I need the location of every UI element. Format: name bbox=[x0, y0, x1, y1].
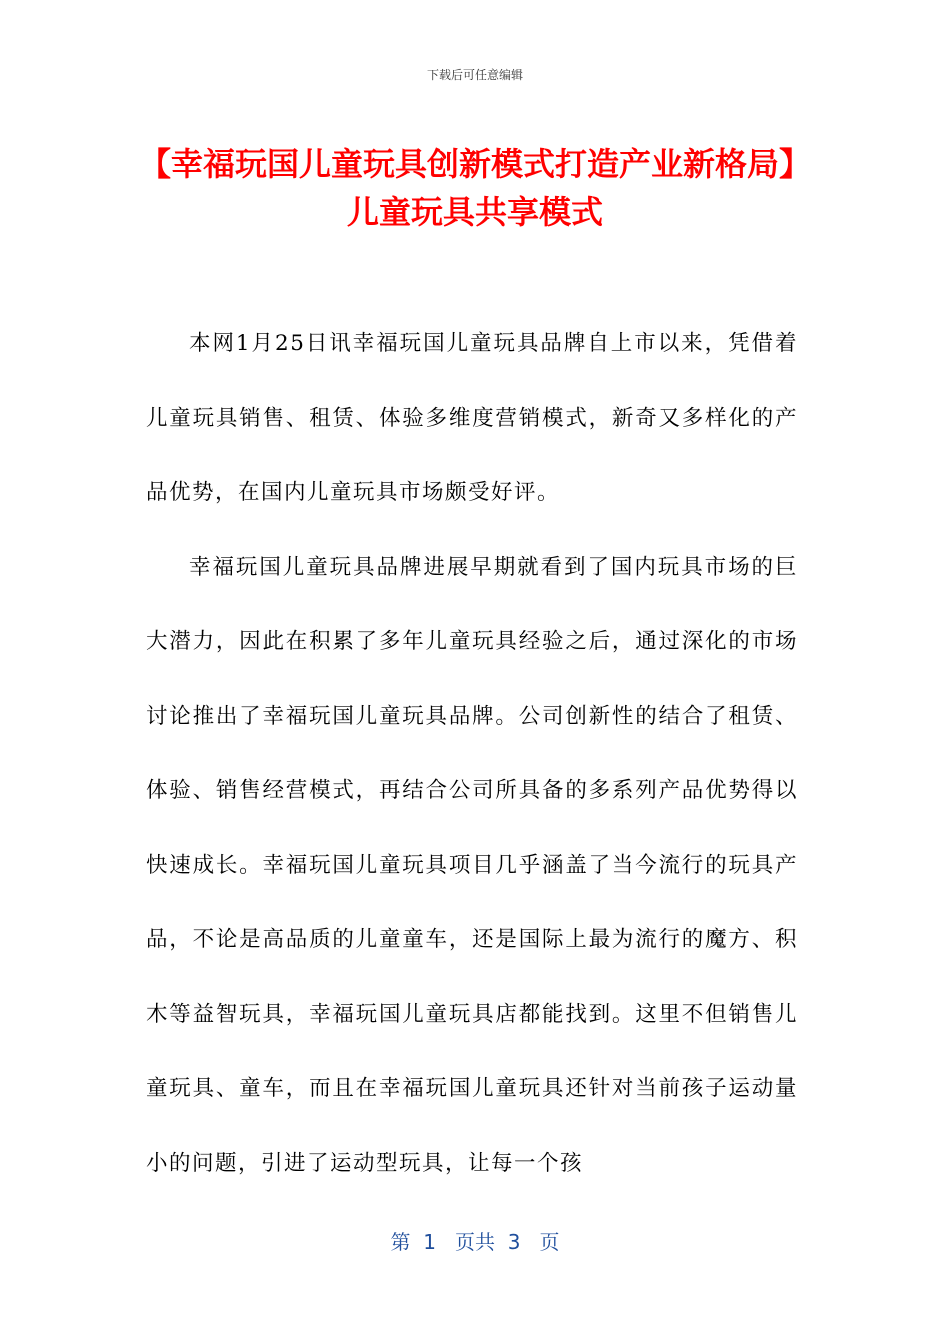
paragraph-1: 本网1月25日讯幸福玩国儿童玩具品牌自上市以来，凭借着儿童玩具销售、租赁、体验多维度营销模式，新奇又多样化的产品优势，在国内儿童玩具市场颇受好评。 bbox=[146, 331, 798, 505]
header-note: 下载后可任意编辑 bbox=[426, 68, 523, 82]
document-title: 【幸福玩国儿童玩具创新模式打造产业新格局】 儿童玩具共享模式 bbox=[138, 145, 811, 231]
page-number-footer: 第 1 页共 3 页 bbox=[390, 1230, 560, 1254]
document-body bbox=[146, 307, 798, 1201]
paragraph-2: 幸福玩国儿童玩具品牌进展早期就看到了国内玩具市场的巨大潜力，因此在积累了多年儿童玩具经验之后，通过深化的市场讨论推出了幸福玩国儿童玩具品牌。公司创新性的结合了租赁、体验、销售经营模式，再结合公司所具备的多系列产品优势得以快速成长。幸福玩国儿童玩具项目几乎涵盖了当今流行的玩具产品，不论是高品质的儿童童车，还是国际上最为流行的魔方、积木等益智玩具，幸福玩国儿童玩具店都能找到。这里不但销售儿童玩具、童车，而且在幸福玩国儿童玩具还针对当前孩子运动量小的问题，引进了运动型玩具，让每一个孩 bbox=[146, 554, 798, 1176]
